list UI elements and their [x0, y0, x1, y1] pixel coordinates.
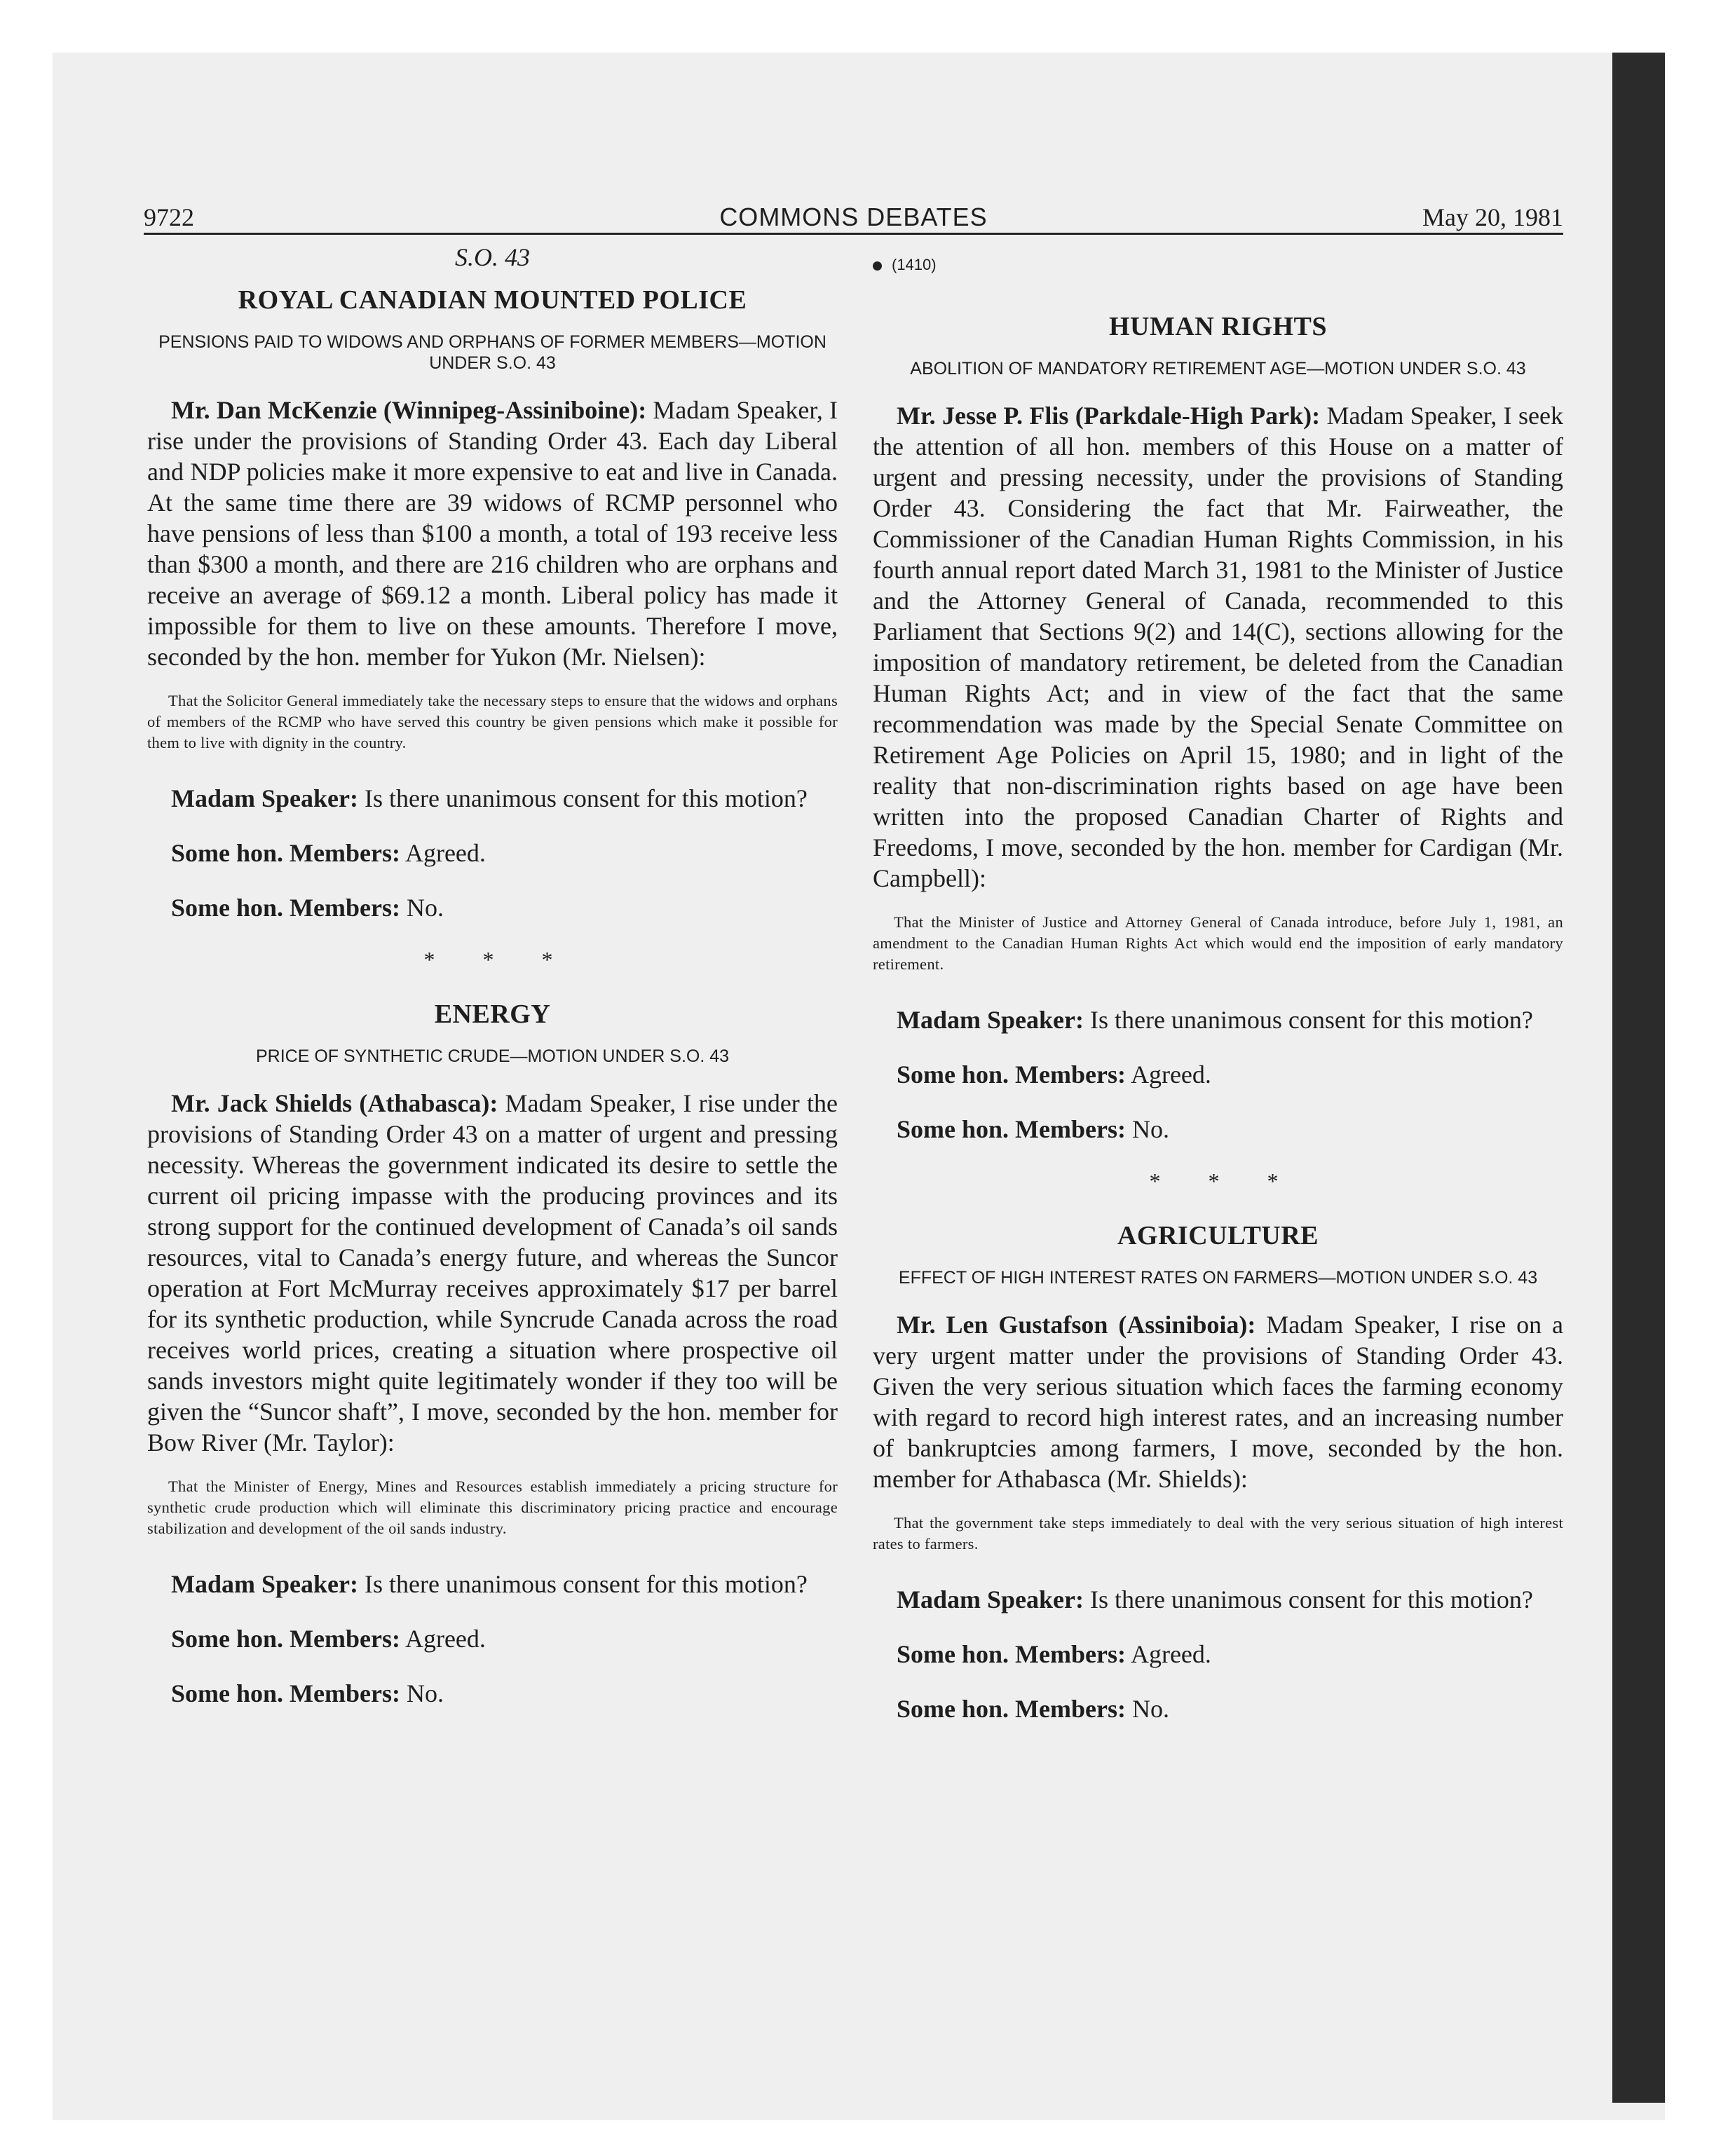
chair-question: [873, 1584, 1563, 1615]
time-marker-text: (1410): [892, 256, 937, 273]
speaker-name: Some hon. Members:: [171, 839, 400, 867]
speech-text: Agreed.: [1125, 1060, 1211, 1089]
speaker-name: Some hon. Members:: [897, 1060, 1126, 1089]
speaker-name: Some hon. Members:: [897, 1115, 1126, 1143]
section-subheading: EFFECT OF HIGH INTEREST RATES ON FARMERS—MOTION UNDER S.O. 43: [898, 1268, 1538, 1288]
header-rule: [144, 233, 1563, 235]
publication-title: COMMONS DEBATES: [719, 203, 988, 231]
members-no: [873, 1693, 1563, 1724]
section-heading: ENERGY: [434, 999, 551, 1029]
speaker-name: Madam Speaker:: [897, 1585, 1084, 1613]
motion-text: That the Minister of Energy, Mines and Resources establish immediately a pricing structure for synthetic crude production which will eliminate this discriminatory pricing practice and encourage stabilization and development of the oil sands industry.: [147, 1478, 838, 1537]
speech-paragraph: [873, 1309, 1563, 1494]
speech-text: Is there unanimous consent for this motion?: [358, 1570, 808, 1598]
speech-text: No.: [400, 1679, 444, 1707]
section-heading: HUMAN RIGHTS: [1108, 312, 1328, 341]
motion-text: That the government take steps immediately to deal with the very serious situation of high interest rates to farmers.: [873, 1514, 1563, 1553]
chair-question: [147, 1569, 838, 1599]
members-no: [873, 1114, 1563, 1145]
speaker-name: Some hon. Members:: [897, 1695, 1126, 1723]
section-heading: AGRICULTURE: [1117, 1221, 1319, 1250]
speech-text: Madam Speaker, I seek the attention of all hon. members of this House on a matter of urgent and pressing necessity, under the provisions of Standing Order 43. Considering the fact that Mr. Fairweather, the Commissioner of the Canadian Human Rights Commission, in his fourth annual report dated March 31, 1981 to the Minister of Justice and the Attorney General of Canada, recommended to this Parliament that Sections 9(2) and 14(C), sections allowing for the imposition of mandatory retirement, be deleted from the Canadian Human Rights Act; and in view of the fact that the same recommendation was made by the Special Senate Committee on Retirement Age Policies on April 15, 1980; and in light of the reality that non-discrimination rights based on age have been written into the proposed Canadian Charter of Rights and Freedoms, I move, seconded by the hon. member for Cardigan (Mr. Campbell):: [873, 402, 1563, 892]
speech-text: No.: [400, 894, 444, 922]
speech-paragraph: [147, 1088, 838, 1458]
members-no: [147, 1678, 838, 1709]
speech-paragraph: [873, 400, 1563, 894]
speech-text: No.: [1125, 1695, 1169, 1723]
speech-text: Agreed.: [400, 1625, 486, 1653]
section-divider-stars: * * *: [423, 947, 574, 972]
speaker-name: Madam Speaker:: [171, 784, 358, 812]
scan-edge-shadow: [1612, 53, 1665, 2103]
section-energy: [147, 998, 838, 1709]
page-header: [144, 200, 1563, 235]
page-date: May 20, 1981: [1422, 203, 1563, 231]
speech-text: Madam Speaker, I rise under the provisions of Standing Order 43 on a matter of urgent and pressing necessity. Whereas the government indicated its desire to settle the current oil pricing impasse with the producing provinces and its strong support for the continued development of Canada’s oil sands resources, vital to Canada’s energy future, and whereas the Suncor operation at Fort McMurray receives approximately $17 per barrel for its synthetic production, while Syncrude Canada across the road receives world prices, creating a situation where prospective oil sands investors might quite legitimately wonder if they too will be given the “Suncor shaft”, I move, seconded by the hon. member for Bow River (Mr. Taylor):: [147, 1089, 838, 1456]
speaker-name: Mr. Len Gustafson (Assiniboia):: [897, 1311, 1256, 1339]
speech-paragraph: [147, 395, 838, 672]
speaker-name: Some hon. Members:: [897, 1640, 1126, 1668]
time-marker: [873, 256, 1563, 274]
page-number: 9722: [144, 203, 194, 231]
motion-text: That the Solicitor General immediately take the necessary steps to ensure that the widows and orphans of members of the RCMP who have served this country be given pensions which make it possible for them to live with dignity in the country.: [147, 692, 838, 751]
speech-text: Madam Speaker, I rise under the provisions of Standing Order 43. Each day Liberal and NDP policies make it more expensive to eat and live in Canada. At the same time there are 39 widows of RCMP personnel who have pensions of less than $100 a month, a total of 193 receive less than $300 a month, and there are 216 children who are orphans and receive an average of $69.12 a month. Liberal policy has made it impossible for them to live on these amounts. Therefore I move, seconded by the hon. member for Yukon (Mr. Nielsen):: [147, 396, 838, 671]
section-subheading: PENSIONS PAID TO WIDOWS AND ORPHANS OF FORMER MEMBERS—MOTION UNDER S.O. 43: [158, 332, 826, 373]
motion-text: That the Minister of Justice and Attorney General of Canada introduce, before July 1, 1981, an amendment to the Canadian Human Rights Act which would end the imposition of early mandatory retirement.: [873, 913, 1563, 973]
speaker-name: Madam Speaker:: [171, 1570, 358, 1598]
members-no: [147, 892, 838, 923]
section-subheading: PRICE OF SYNTHETIC CRUDE—MOTION UNDER S.O. 43: [255, 1046, 730, 1066]
speech-text: Madam Speaker, I rise on a very urgent matter under the provisions of Standing Order 43. Given the very serious situation which faces the farming economy with regard to record high interest rates, and an increasing number of bankruptcies among farmers, I move, seconded by the hon. member for Athabasca (Mr. Shields):: [873, 1311, 1563, 1493]
section-heading: ROYAL CANADIAN MOUNTED POLICE: [238, 285, 747, 315]
right-column: [873, 242, 1563, 1748]
section-rcmp: [147, 284, 838, 923]
members-agreed: [873, 1639, 1563, 1670]
section-subheading: ABOLITION OF MANDATORY RETIREMENT AGE—MOTION UNDER S.O. 43: [910, 359, 1526, 378]
speaker-name: Madam Speaker:: [897, 1006, 1084, 1034]
speaker-name: Mr. Jesse P. Flis (Parkdale-High Park):: [897, 402, 1321, 430]
speech-text: Agreed.: [1125, 1640, 1211, 1668]
speech-text: Is there unanimous consent for this motion?: [358, 784, 808, 812]
speech-text: No.: [1125, 1115, 1169, 1143]
section-agriculture: [873, 1220, 1563, 1724]
speaker-name: Mr. Dan McKenzie (Winnipeg-Assiniboine):: [171, 396, 647, 424]
members-agreed: [147, 1623, 838, 1654]
chair-question: [873, 1004, 1563, 1035]
speaker-name: Some hon. Members:: [171, 894, 400, 922]
speech-text: Is there unanimous consent for this motion?: [1083, 1585, 1533, 1613]
left-column: [147, 242, 838, 1733]
speech-text: Is there unanimous consent for this motion?: [1083, 1006, 1533, 1034]
speaker-name: Some hon. Members:: [171, 1679, 400, 1707]
members-agreed: [147, 838, 838, 868]
bullet-icon: [873, 261, 882, 271]
speaker-name: Mr. Jack Shields (Athabasca):: [171, 1089, 498, 1117]
speech-text: Agreed.: [400, 839, 486, 867]
standing-order-title: S.O. 43: [455, 243, 530, 271]
chair-question: [147, 783, 838, 814]
section-human-rights: [873, 311, 1563, 1145]
section-divider-stars: * * *: [1149, 1168, 1300, 1194]
members-agreed: [873, 1059, 1563, 1090]
speaker-name: Some hon. Members:: [171, 1625, 400, 1653]
